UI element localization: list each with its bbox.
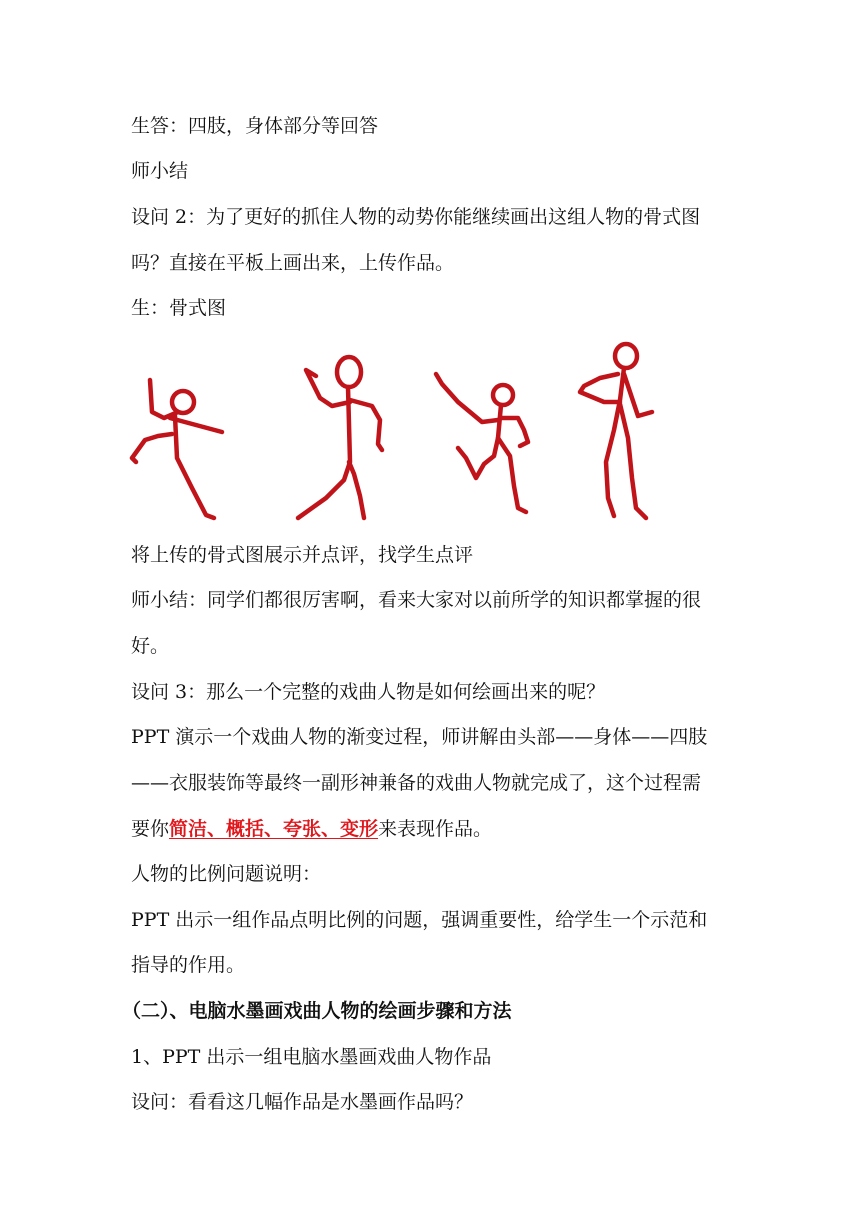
- ppt-demo-line-1: PPT 演示一个戏曲人物的渐变过程，师讲解由头部——身体——四肢: [131, 726, 708, 748]
- student-answer-line: 生答：四肢，身体部分等回答: [131, 115, 379, 137]
- ppt-demo-line-3: [131, 817, 740, 841]
- skeleton-figure-4: [580, 344, 652, 518]
- question-2-line-1: 设问 2：为了更好的抓住人物的动势你能继续画出这组人物的骨式图: [131, 206, 701, 228]
- skeleton-figure-2: [298, 357, 382, 518]
- skeleton-figures-illustration: [120, 338, 680, 528]
- student-skeleton-line: 生：骨式图: [131, 297, 227, 319]
- teacher-summary-line-1: 师小结：同学们都很厉害啊，看来大家对以前所学的知识都掌握的很: [131, 589, 702, 611]
- ppt-demo-line-2: ——衣服装饰等最终一副形神兼备的戏曲人物就完成了，这个过程需: [131, 772, 702, 794]
- skeleton-figure-1: [132, 380, 222, 518]
- ppt-demo-suffix: 来表现作品。: [378, 818, 493, 840]
- question-2-line-2: 吗？直接在平板上画出来，上传作品。: [131, 252, 455, 274]
- step-1-line: 1、PPT 出示一组电脑水墨画戏曲人物作品: [131, 1046, 492, 1068]
- ppt-demo-prefix: 要你: [131, 818, 170, 840]
- question-3-line: 设问 3：那么一个完整的戏曲人物是如何绘画出来的呢？: [131, 681, 606, 703]
- section-2-heading: （二）、电脑水墨画戏曲人物的绘画步骤和方法: [122, 1000, 512, 1022]
- proportion-line-1: PPT 出示一组作品点明比例的问题，强调重要性，给学生一个示范和: [131, 909, 708, 931]
- highlighted-keywords: 简洁、概括、夸张、变形: [169, 818, 379, 840]
- teacher-summary-heading: 师小结: [131, 160, 189, 182]
- display-comment-line: 将上传的骨式图展示并点评，找学生点评: [131, 544, 474, 566]
- teacher-summary-line-2: 好。: [131, 635, 170, 657]
- proportion-line-2: 指导的作用。: [131, 954, 246, 976]
- question-line: 设问：看看这几幅作品是水墨画作品吗？: [131, 1091, 474, 1113]
- skeleton-figure-3: [436, 374, 528, 512]
- proportion-heading: 人物的比例问题说明：: [131, 863, 322, 885]
